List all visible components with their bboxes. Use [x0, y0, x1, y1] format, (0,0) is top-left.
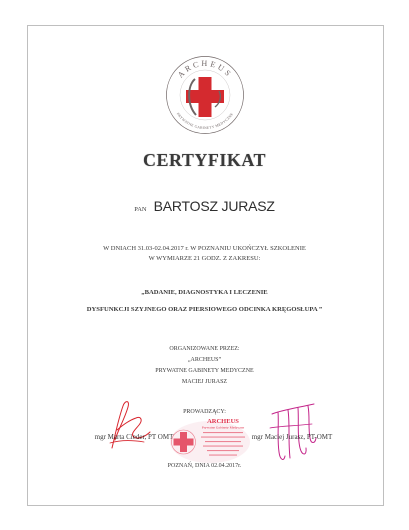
stamp-title: ARCHEUS	[207, 418, 239, 425]
organizer-subtitle: PRYWATNE GABINETY MEDYCZNE	[155, 368, 254, 374]
signature-right-stroke-4	[298, 408, 306, 454]
instructor-left-name: mgr Marta Cieder, PT OMT	[94, 433, 174, 441]
recipient-prefix: PAN	[134, 206, 147, 213]
archeus-logo	[165, 55, 245, 135]
certificate-title: CERTYFIKAT	[142, 150, 267, 170]
logo-bottom-textpath: PRYWATNE GABINETY MEDYCZNE	[175, 112, 235, 131]
signature-right	[268, 398, 320, 466]
instructors-label: PROWADZĄCY:	[183, 409, 226, 415]
instructor-right-name: mgr Maciej Jurasz, PT-OMT	[251, 433, 333, 441]
course-title-line-2: DYSFUNKCJI SZYJNEGO ORAZ PIERSIOWEGO ODCINKA KRĘGOSŁUPA ”	[86, 306, 323, 313]
course-title-line-1: „BADANIE, DIAGNOSTYKA I LECZENIE	[141, 289, 268, 296]
completion-line-1: W DNIACH 31.03-02.04.2017 r. W POZNANIU UKOŃCZYŁ SZKOLENIE	[103, 245, 306, 252]
signature-right-stroke-2	[278, 412, 285, 459]
organizer-name: „ARCHEUS”	[187, 357, 222, 363]
signature-left-stroke-3	[110, 441, 144, 443]
organizer-person: MACIEJ JURASZ	[181, 379, 228, 385]
place-and-date: POZNAŃ, DNIA 02.04.2017r.	[167, 463, 242, 469]
organizer-label: ORGANIZOWANE PRZEZ:	[169, 346, 240, 352]
signature-left-stroke-2	[117, 417, 150, 438]
signature-left	[106, 396, 154, 452]
logo-top-textpath: ARCHEUS	[175, 58, 235, 80]
signature-right-stroke-3	[288, 410, 290, 458]
completion-line-2: W WYMIARZE 21 GODZ. Z ZAKRESU:	[148, 255, 261, 262]
recipient	[0, 198, 409, 214]
recipient-name: BARTOSZ JURASZ	[153, 198, 275, 214]
organizer-stamp	[168, 416, 252, 466]
stamp-subtitle: Prywatne Gabinety Medyczne	[201, 425, 245, 430]
signature-right-stroke-6	[270, 424, 312, 428]
